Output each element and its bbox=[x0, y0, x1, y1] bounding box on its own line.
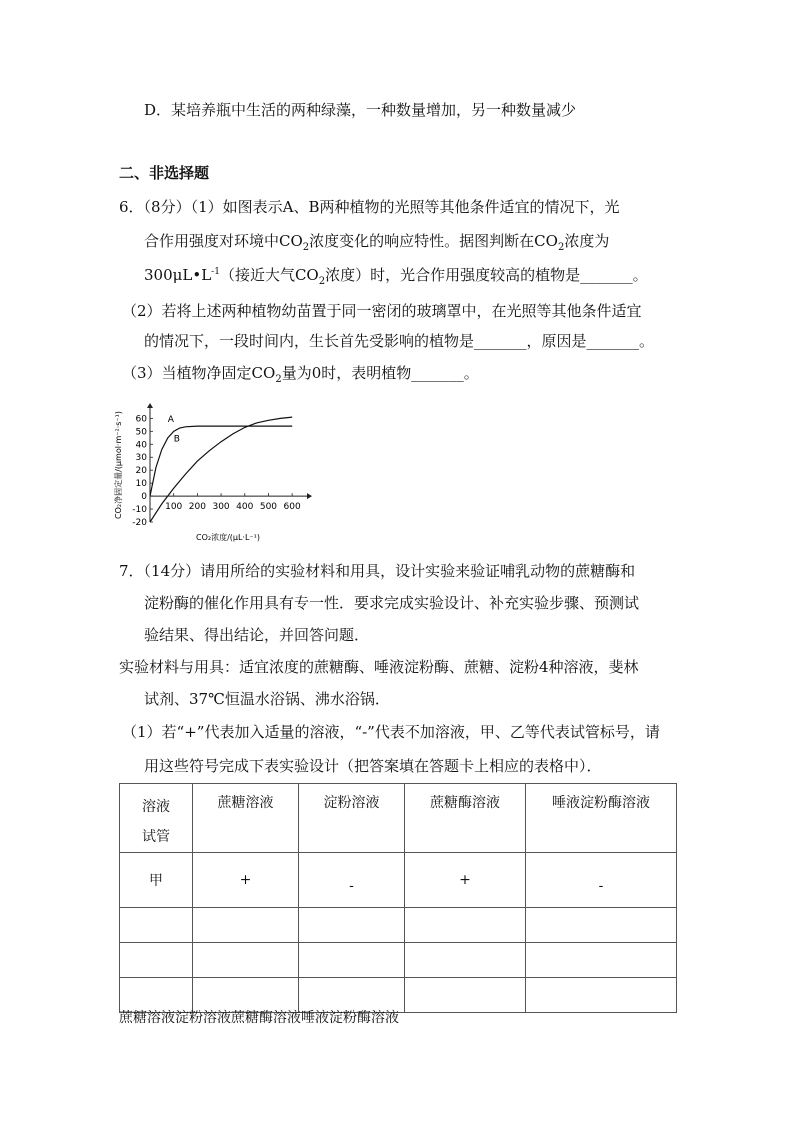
header-sucrose: 蔗糖溶液 bbox=[193, 784, 299, 853]
y-axis-label: CO₂净固定量/(μmol·m⁻²·s⁻¹) bbox=[114, 411, 123, 519]
q7-line-3: 验结果、得出结论，并回答问题． bbox=[144, 626, 370, 644]
y-tick-label: -20 bbox=[132, 518, 147, 528]
y-axis-arrow bbox=[147, 403, 153, 408]
y-tick-label: 0 bbox=[141, 492, 147, 503]
table-cell bbox=[405, 908, 526, 943]
x-axis-arrow bbox=[307, 493, 312, 499]
tube-label bbox=[120, 908, 193, 943]
header-amylase: 唾液淀粉酶溶液 bbox=[526, 784, 677, 853]
table-cell bbox=[193, 943, 299, 978]
q7-line-4: 实验材料与用具：适宜浓度的蔗糖酶、唾液淀粉酶、蔗糖、淀粉4种溶液，斐林 bbox=[119, 658, 639, 676]
co2-response-chart bbox=[110, 395, 315, 545]
table-cell bbox=[526, 978, 677, 1013]
table-cell: - bbox=[526, 853, 677, 908]
y-tick-label: 40 bbox=[135, 440, 147, 451]
header-starch: 淀粉溶液 bbox=[299, 784, 405, 853]
q7-line-6: （1）若“+”代表加入适量的溶液，“-”代表不加溶液，甲、乙等代表试管标号，请 bbox=[122, 723, 660, 741]
x-tick-label: 500 bbox=[259, 502, 278, 513]
table-corner-cell: 溶液 试管 bbox=[120, 784, 193, 853]
q6-line-5: 的情况下，一段时间内，生长首先受影响的植物是_______，原因是_______。 bbox=[144, 332, 655, 350]
q7-line-7: 用这些符号完成下表实验设计（把答案填在答题卡上相应的表格中）． bbox=[144, 757, 602, 775]
q6-line-1: 6．（8分）（1）如图表示A、B两种植物的光照等其他条件适宜的情况下，光 bbox=[119, 198, 620, 216]
curve-b-label: B bbox=[173, 434, 180, 445]
table-cell: - bbox=[299, 853, 405, 908]
table-cell: + bbox=[405, 853, 526, 908]
table-row bbox=[120, 853, 677, 908]
table-cell: + bbox=[193, 853, 299, 908]
section-title: 二、非选择题 bbox=[119, 164, 210, 182]
curve-a bbox=[150, 426, 292, 496]
y-tick-label: 30 bbox=[135, 453, 147, 464]
q7-line-1: 7．（14分）请用所给的实验材料和用具，设计实验来验证哺乳动物的蔗糖酶和 bbox=[119, 562, 636, 580]
experiment-table bbox=[119, 783, 677, 1013]
table-cell bbox=[299, 943, 405, 978]
q6-line-4: （2）若将上述两种植物幼苗置于同一密闭的玻璃罩中，在光照等其他条件适宜 bbox=[122, 302, 642, 320]
table-cell bbox=[405, 943, 526, 978]
x-tick-label: 400 bbox=[236, 502, 254, 513]
x-tick-label: 300 bbox=[212, 502, 230, 513]
y-tick-label: 20 bbox=[135, 466, 147, 477]
q6-line-3: $300\mu L•L^{-1}$（接近大气$CO_2$浓度）时，光合作用强度较高的植物是_______。 bbox=[144, 266, 648, 287]
x-axis-label: CO₂浓度/(μL·L⁻¹) bbox=[195, 533, 261, 542]
y-tick-label: -10 bbox=[132, 505, 147, 516]
y-tick-label: 60 bbox=[135, 414, 147, 425]
footer-text: 蔗糖溶液淀粉溶液蔗糖酶溶液唾液淀粉酶溶液 bbox=[119, 1010, 399, 1026]
table-cell bbox=[526, 943, 677, 978]
x-tick-label: 600 bbox=[283, 502, 301, 513]
header-sucrase: 蔗糖酶溶液 bbox=[405, 784, 526, 853]
y-tick-label: 50 bbox=[135, 427, 147, 438]
q7-line-5: 试剂、37℃恒温水浴锅、沸水浴锅． bbox=[144, 690, 390, 708]
q6-line-2: 合作用强度对环境中$CO_2$浓度变化的响应特性。据图判断在$CO_2$浓度为 bbox=[144, 232, 610, 253]
table-row bbox=[120, 908, 677, 943]
x-tick-label: 100 bbox=[165, 502, 183, 513]
q6-line-6: （3）当植物净固定$CO_2$量为0时，表明植物_______。 bbox=[122, 364, 479, 385]
tube-label bbox=[120, 943, 193, 978]
table-cell bbox=[405, 978, 526, 1013]
table-row bbox=[120, 943, 677, 978]
q7-line-2: 淀粉酶的催化作用具有专一性．要求完成实验设计、补充实验步骤、预测试 bbox=[144, 594, 640, 612]
q5-option-d: D．某培养瓶中生活的两种绿藻，一种数量增加，另一种数量减少 bbox=[144, 101, 577, 119]
curve-a-label: A bbox=[167, 415, 174, 426]
x-tick-label: 200 bbox=[188, 502, 206, 513]
tube-label: 甲 bbox=[120, 853, 193, 908]
y-tick-label: 10 bbox=[135, 479, 147, 490]
table-cell bbox=[299, 908, 405, 943]
table-cell bbox=[193, 908, 299, 943]
table-cell bbox=[526, 908, 677, 943]
